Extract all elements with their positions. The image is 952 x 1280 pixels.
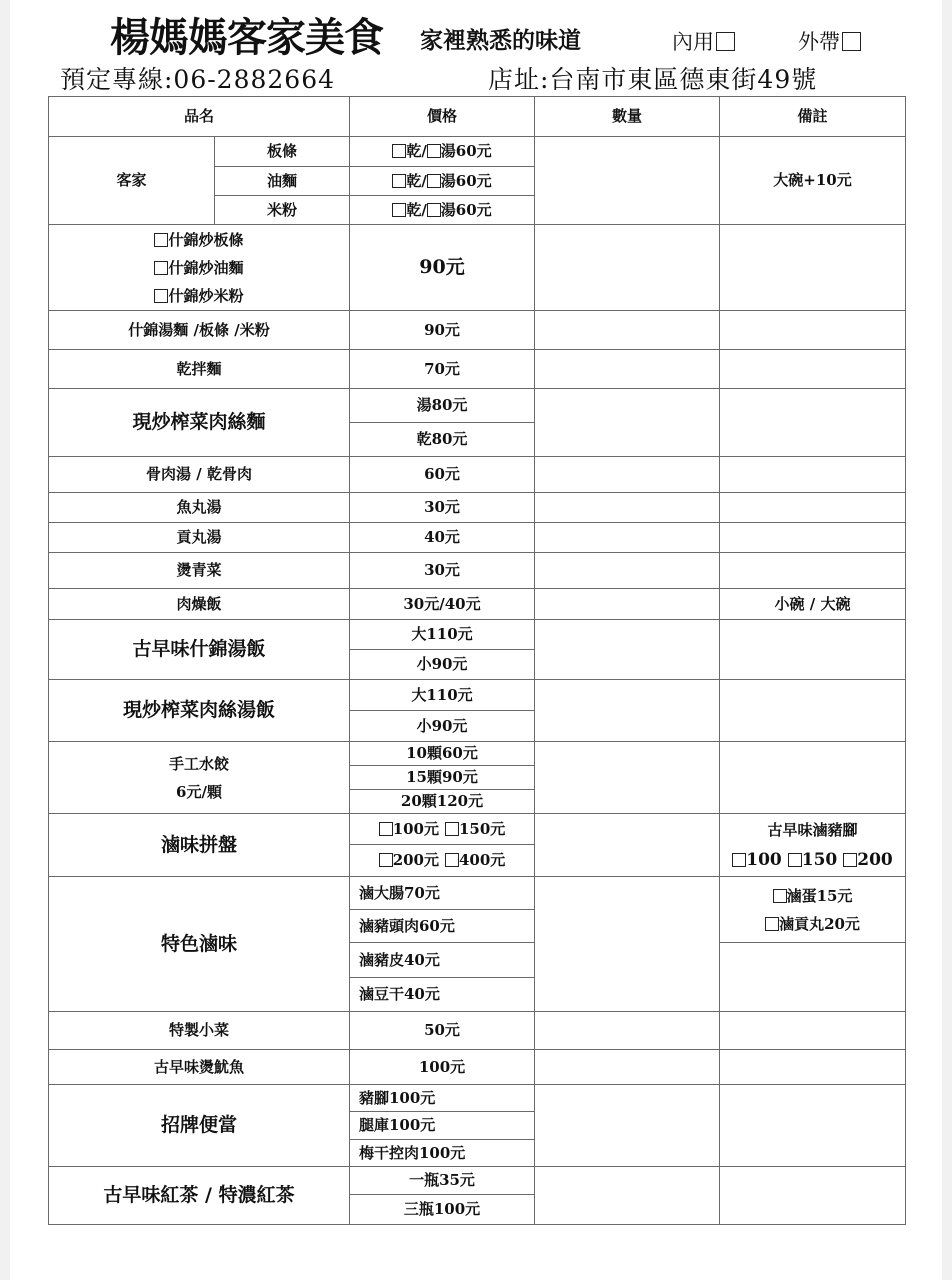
item-name: 乾拌麵 bbox=[49, 350, 350, 389]
price-cell: 滷大腸70元 bbox=[350, 877, 535, 910]
price-cell: 15顆90元 bbox=[350, 766, 535, 790]
remark-option[interactable]: 滷貢丸20元 bbox=[720, 910, 905, 938]
price-cell: 200元 400元 bbox=[350, 845, 535, 877]
remark-option[interactable]: 滷蛋15元 bbox=[720, 882, 905, 910]
remark-cell bbox=[720, 389, 906, 457]
quantity-cell[interactable] bbox=[535, 1050, 720, 1085]
item-name: 什錦湯麵 /板條 /米粉 bbox=[49, 311, 350, 350]
quantity-cell[interactable] bbox=[535, 137, 720, 225]
remark-cell bbox=[720, 553, 906, 589]
table-row bbox=[49, 553, 906, 589]
item-name: 燙青菜 bbox=[49, 553, 350, 589]
item-name: 特製小菜 bbox=[49, 1012, 350, 1050]
price-cell: 100元 bbox=[350, 1050, 535, 1085]
table-row bbox=[49, 225, 906, 311]
price-cell: 湯80元 bbox=[350, 389, 535, 423]
price-cell bbox=[350, 167, 535, 196]
table-row bbox=[49, 350, 906, 389]
price-cell: 90元 bbox=[350, 225, 535, 311]
table-row bbox=[49, 742, 906, 766]
table-row bbox=[49, 1167, 906, 1195]
price-cell: 100元 150元 bbox=[350, 814, 535, 845]
price-text: 乾/ 湯60元 bbox=[406, 142, 492, 160]
option-checkbox[interactable] bbox=[445, 822, 459, 836]
dumpling-name: 手工水餃 bbox=[168, 754, 229, 773]
remark-cell bbox=[720, 620, 906, 680]
col-header-remark: 備註 bbox=[720, 97, 906, 137]
dry-checkbox[interactable] bbox=[392, 174, 406, 188]
dine-in-label: 內用 bbox=[672, 30, 714, 54]
item-name: 魚丸湯 bbox=[49, 493, 350, 523]
option-checkbox[interactable] bbox=[765, 917, 779, 931]
stirfry-option[interactable]: 什錦炒板條 bbox=[154, 226, 243, 254]
item-name: 油麵 bbox=[215, 167, 350, 196]
quantity-cell[interactable] bbox=[535, 814, 720, 877]
price-cell: 30元 bbox=[350, 553, 535, 589]
price-cell: 70元 bbox=[350, 350, 535, 389]
remark-cell: 大碗+10元 bbox=[720, 137, 906, 225]
remark-cell bbox=[720, 225, 906, 311]
table-row bbox=[49, 620, 906, 650]
col-header-price: 價格 bbox=[350, 97, 535, 137]
price-cell: 10顆60元 bbox=[350, 742, 535, 766]
quantity-cell[interactable] bbox=[535, 1085, 720, 1167]
table-row bbox=[49, 311, 906, 350]
dine-in-checkbox[interactable] bbox=[716, 32, 735, 51]
quantity-cell[interactable] bbox=[535, 1012, 720, 1050]
price-cell: 小90元 bbox=[350, 711, 535, 742]
remark-cell bbox=[720, 814, 906, 877]
option-checkbox[interactable] bbox=[732, 853, 746, 867]
option-checkbox[interactable] bbox=[379, 822, 393, 836]
quantity-cell[interactable] bbox=[535, 553, 720, 589]
option-checkbox[interactable] bbox=[445, 853, 459, 867]
remark-cell: 小碗 / 大碗 bbox=[720, 589, 906, 620]
quantity-cell[interactable] bbox=[535, 389, 720, 457]
quantity-cell[interactable] bbox=[535, 877, 720, 1012]
price-cell: 乾80元 bbox=[350, 423, 535, 457]
price-cell: 小90元 bbox=[350, 650, 535, 680]
pork-knuckle-title: 古早味滷豬腳 bbox=[767, 821, 858, 839]
col-header-item: 品名 bbox=[49, 97, 350, 137]
quantity-cell[interactable] bbox=[535, 457, 720, 493]
price-text: 乾/ 湯60元 bbox=[406, 171, 492, 190]
table-row bbox=[49, 680, 906, 711]
quantity-cell[interactable] bbox=[535, 350, 720, 389]
item-name: 米粉 bbox=[215, 196, 350, 225]
remark-cell bbox=[720, 350, 906, 389]
soup-checkbox[interactable] bbox=[427, 144, 441, 158]
quantity-cell[interactable] bbox=[535, 311, 720, 350]
table-row bbox=[49, 1050, 906, 1085]
price-cell: 大110元 bbox=[350, 680, 535, 711]
item-name: 招牌便當 bbox=[49, 1085, 350, 1167]
item-name: 滷味拼盤 bbox=[49, 814, 350, 877]
dumpling-unit-price: 6元/顆 bbox=[176, 782, 222, 801]
price-cell: 30元 bbox=[350, 493, 535, 523]
price-text: 乾/ 湯60元 bbox=[406, 200, 492, 219]
table-row bbox=[49, 523, 906, 553]
remark-cell bbox=[720, 457, 906, 493]
table-row bbox=[49, 814, 906, 845]
dry-checkbox[interactable] bbox=[392, 203, 406, 217]
item-name bbox=[49, 742, 350, 814]
item-name: 現炒榨菜肉絲湯飯 bbox=[49, 680, 350, 742]
price-cell: 20顆120元 bbox=[350, 790, 535, 814]
remark-cell bbox=[720, 523, 906, 553]
table-row bbox=[49, 493, 906, 523]
remark-cell bbox=[720, 1167, 906, 1225]
option-checkbox[interactable] bbox=[154, 233, 168, 247]
price-cell: 滷豬頭肉60元 bbox=[350, 910, 535, 943]
quantity-cell[interactable] bbox=[535, 1167, 720, 1225]
option-checkbox[interactable] bbox=[154, 261, 168, 275]
price-cell: 梅干控肉100元 bbox=[350, 1140, 535, 1167]
price-cell: 30元/40元 bbox=[350, 589, 535, 620]
table-row bbox=[49, 877, 906, 910]
quantity-cell[interactable] bbox=[535, 620, 720, 680]
price-cell: 三瓶100元 bbox=[350, 1195, 535, 1225]
take-out-label: 外帶 bbox=[798, 30, 840, 54]
remark-cell bbox=[720, 311, 906, 350]
table-header-row bbox=[49, 97, 906, 137]
price-cell: 90元 bbox=[350, 311, 535, 350]
quantity-cell[interactable] bbox=[535, 589, 720, 620]
shop-address: 店址:台南市東區德東街49號 bbox=[488, 65, 818, 94]
item-name: 板條 bbox=[215, 137, 350, 167]
stirfry-option[interactable]: 什錦炒油麵 bbox=[154, 254, 243, 282]
price-cell: 50元 bbox=[350, 1012, 535, 1050]
quantity-cell[interactable] bbox=[535, 523, 720, 553]
option-checkbox[interactable] bbox=[788, 853, 802, 867]
option-checkbox[interactable] bbox=[154, 289, 168, 303]
price-cell bbox=[350, 196, 535, 225]
quantity-cell[interactable] bbox=[535, 493, 720, 523]
remark-cell bbox=[720, 943, 906, 1012]
dry-checkbox[interactable] bbox=[392, 144, 406, 158]
item-name: 骨肉湯 / 乾骨肉 bbox=[49, 457, 350, 493]
table-row bbox=[49, 137, 906, 167]
table-row bbox=[49, 1012, 906, 1050]
quantity-cell[interactable] bbox=[535, 680, 720, 742]
item-name: 肉燥飯 bbox=[49, 589, 350, 620]
remark-cell bbox=[720, 877, 906, 943]
item-group-hakka: 客家 bbox=[49, 137, 215, 225]
remark-cell bbox=[720, 1050, 906, 1085]
price-cell: 40元 bbox=[350, 523, 535, 553]
soup-checkbox[interactable] bbox=[427, 174, 441, 188]
item-name: 特色滷味 bbox=[49, 877, 350, 1012]
quantity-cell[interactable] bbox=[535, 742, 720, 814]
price-cell: 滷豆干40元 bbox=[350, 978, 535, 1012]
item-name: 貢丸湯 bbox=[49, 523, 350, 553]
price-cell bbox=[350, 137, 535, 167]
stirfry-option[interactable]: 什錦炒米粉 bbox=[154, 282, 243, 310]
item-name: 古早味紅茶 / 特濃紅茶 bbox=[49, 1167, 350, 1225]
col-header-quantity: 數量 bbox=[535, 97, 720, 137]
order-table bbox=[48, 96, 906, 1225]
remark-cell bbox=[720, 1012, 906, 1050]
take-out-option[interactable] bbox=[798, 26, 861, 56]
item-name: 古早味什錦湯飯 bbox=[49, 620, 350, 680]
slogan: 家裡熟悉的味道 bbox=[420, 28, 581, 54]
option-checkbox[interactable] bbox=[773, 889, 787, 903]
price-cell: 豬腳100元 bbox=[350, 1085, 535, 1112]
dine-in-option[interactable] bbox=[672, 26, 735, 56]
option-checkbox[interactable] bbox=[843, 853, 857, 867]
item-name: 現炒榨菜肉絲麵 bbox=[49, 389, 350, 457]
table-row bbox=[49, 389, 906, 423]
price-cell: 滷豬皮40元 bbox=[350, 943, 535, 978]
remark-cell bbox=[720, 680, 906, 742]
table-row bbox=[49, 457, 906, 493]
stirfry-options bbox=[49, 225, 350, 311]
price-cell: 腿庫100元 bbox=[350, 1112, 535, 1140]
pork-knuckle-options: 100 150 200 bbox=[720, 845, 905, 875]
price-cell: 大110元 bbox=[350, 620, 535, 650]
reservation-phone: 預定專線:06-2882664 bbox=[60, 65, 336, 94]
restaurant-title: 楊媽媽客家美食 bbox=[110, 15, 383, 61]
price-cell: 60元 bbox=[350, 457, 535, 493]
remark-cell bbox=[720, 493, 906, 523]
price-cell: 一瓶35元 bbox=[350, 1167, 535, 1195]
remark-cell bbox=[720, 1085, 906, 1167]
table-row bbox=[49, 1085, 906, 1112]
option-checkbox[interactable] bbox=[379, 853, 393, 867]
take-out-checkbox[interactable] bbox=[842, 32, 861, 51]
soup-checkbox[interactable] bbox=[427, 203, 441, 217]
quantity-cell[interactable] bbox=[535, 225, 720, 311]
item-name: 古早味燙魷魚 bbox=[49, 1050, 350, 1085]
table-row bbox=[49, 589, 906, 620]
remark-cell bbox=[720, 742, 906, 814]
